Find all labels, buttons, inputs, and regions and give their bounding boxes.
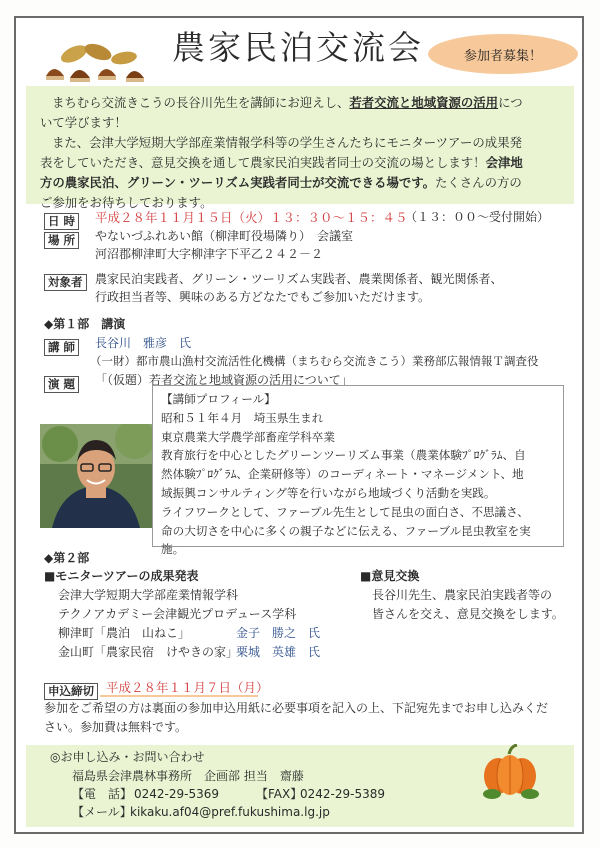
target-line: 農家民泊実践者、グリーン・ツーリズム実践者、農業関係者、観光関係者、 bbox=[95, 272, 503, 286]
profile-line: 昭和５１年４月 埼玉県生まれ bbox=[161, 410, 324, 425]
lecturer-photo bbox=[40, 424, 152, 528]
profile-line: 教育旅行を中心としたグリーンツーリズム事業（農業体験ﾌﾟﾛｸﾞﾗﾑ、自 bbox=[161, 448, 526, 463]
monitor-line: 柳津町「農泊 山ねこ」 bbox=[58, 626, 191, 640]
contact-heading: ◎お申し込み・お問い合わせ bbox=[50, 750, 205, 764]
page-title: 農家民泊交流会 bbox=[172, 28, 424, 67]
exchange-line: 皆さんを交え、意見交換をします。 bbox=[372, 607, 564, 621]
mail-address: kikaku.af04@pref.fukushima.lg.jp bbox=[130, 805, 330, 819]
date-row bbox=[44, 210, 79, 230]
exchange-line: 長谷川先生、農家民泊実践者等の bbox=[372, 588, 553, 602]
date-label: 日 時 bbox=[44, 213, 79, 230]
intro-line: いて学びます！ bbox=[40, 115, 127, 130]
monitor-line: 会津大学短期大学部産業情報学科 bbox=[58, 588, 239, 602]
part1-heading: ◆第１部 講演 bbox=[44, 317, 126, 331]
deadline-label: 申込締切 bbox=[44, 683, 98, 700]
intro-line: 表をしていただき、意見交換を通して農家民泊実践者同士の交流の場とします！ bbox=[40, 155, 486, 170]
monitor-heading: ■モニターツアーの成果発表 bbox=[44, 569, 199, 583]
intro-line: につ bbox=[498, 95, 523, 110]
monitor-line: 金山町「農家民宿 けやきの家」 bbox=[58, 645, 239, 659]
deadline-note: さい。参加費は無料です。 bbox=[44, 720, 188, 734]
intro-line: ご参加をお待ちしております。 bbox=[40, 195, 213, 210]
pumpkin-icon bbox=[478, 744, 542, 800]
tel-number: 0242-29-5369 bbox=[134, 787, 220, 801]
intro-line: たくさんの方の bbox=[435, 175, 522, 190]
profile-line: 域振興コンサルティング等を行いながら地域づくり活動を実践。 bbox=[161, 485, 496, 500]
profile-box bbox=[152, 385, 564, 557]
fax-number: 0242-29-5389 bbox=[300, 787, 386, 801]
profile-line: 然体験ﾌﾟﾛｸﾞﾗﾑ、企業研修等）のコーディネート・マネージメント、地 bbox=[161, 467, 524, 482]
intro-line: また、会津大学短期大学部産業情報学科等の学生さんたちにモニターツアーの成果発 bbox=[52, 135, 522, 150]
monitor-line: テクノアカデミー会津観光プロデュース学科 bbox=[58, 607, 297, 621]
monitor-person: 金子 勝之 氏 bbox=[236, 626, 321, 640]
intro-line: まちむら交流きこうの長谷川先生を講師にお迎えし、 bbox=[52, 95, 350, 110]
date-note: （１３：００～受付開始） bbox=[405, 210, 550, 224]
lecturer-name: 長谷川 雅彦 氏 bbox=[95, 336, 192, 350]
intro-bold: 会津地 bbox=[485, 155, 523, 170]
place-line: 河沼郡柳津町大字柳津字下平乙２４２－２ bbox=[95, 247, 324, 261]
intro-box bbox=[26, 86, 574, 210]
place-line: やないづふれあい館（柳津町役場隣り） 会議室 bbox=[95, 229, 354, 243]
topic-label: 演 題 bbox=[44, 376, 79, 393]
monitor-person: 栗城 英雄 氏 bbox=[236, 645, 321, 659]
profile-heading: 【講師プロフィール】 bbox=[161, 392, 276, 406]
recruit-badge: 参加者募集！ bbox=[428, 34, 578, 74]
place-label: 場 所 bbox=[44, 232, 79, 249]
target-line: 行政担当者等、興味のある方どなたでもご参加いただけます。 bbox=[95, 290, 431, 304]
lecturer-label: 講 師 bbox=[44, 339, 79, 356]
part2-heading: ◆第２部 bbox=[44, 551, 90, 565]
fax-label: 【FAX】 bbox=[256, 787, 303, 801]
profile-line: ライフワークとして、ファーブル先生として昆虫の面白さ、不思議さ、 bbox=[161, 504, 529, 519]
lecturer-org: （一財）都市農山漁村交流活性化機構（まちむら交流きこう）業務部広報情報Ｔ調査役 bbox=[90, 354, 539, 368]
target-label: 対象者 bbox=[44, 274, 87, 291]
tel-label: 【電 話】 bbox=[72, 787, 133, 801]
profile-line: 東京農業大学農学部畜産学科卒業 bbox=[161, 429, 335, 444]
profile-line: 命の大切さを中心に多くの親子などに伝える、ファーブル昆虫教室を実 bbox=[161, 523, 531, 538]
deadline-underline bbox=[100, 695, 258, 697]
date-value: 平成２８年１１月１５日（火）１３：３０～１５：４５ bbox=[95, 210, 408, 225]
deadline-date: 平成２８年１１月７日（月） bbox=[106, 680, 269, 695]
chestnut-icon bbox=[36, 40, 156, 84]
exchange-heading: ■意見交換 bbox=[360, 569, 420, 583]
mail-label: 【メール】 bbox=[72, 805, 132, 819]
intro-bold: 方の農家民泊、グリーン・ツーリズム実践者同士が交流できる場です。 bbox=[40, 175, 436, 190]
topic-text: 「（仮題）若者交流と地域資源の活用について」 bbox=[95, 373, 353, 387]
profile-line: 施。 bbox=[161, 542, 185, 557]
contact-org: 福島県会津農林事務所 企画部 担当 齋藤 bbox=[72, 769, 304, 783]
intro-highlight: 若者交流と地域資源の活用 bbox=[349, 95, 499, 110]
deadline-note: 参加をご希望の方は裏面の参加申込用紙に必要事項を記入の上、下記宛先までお申し込みくだ bbox=[44, 701, 549, 715]
